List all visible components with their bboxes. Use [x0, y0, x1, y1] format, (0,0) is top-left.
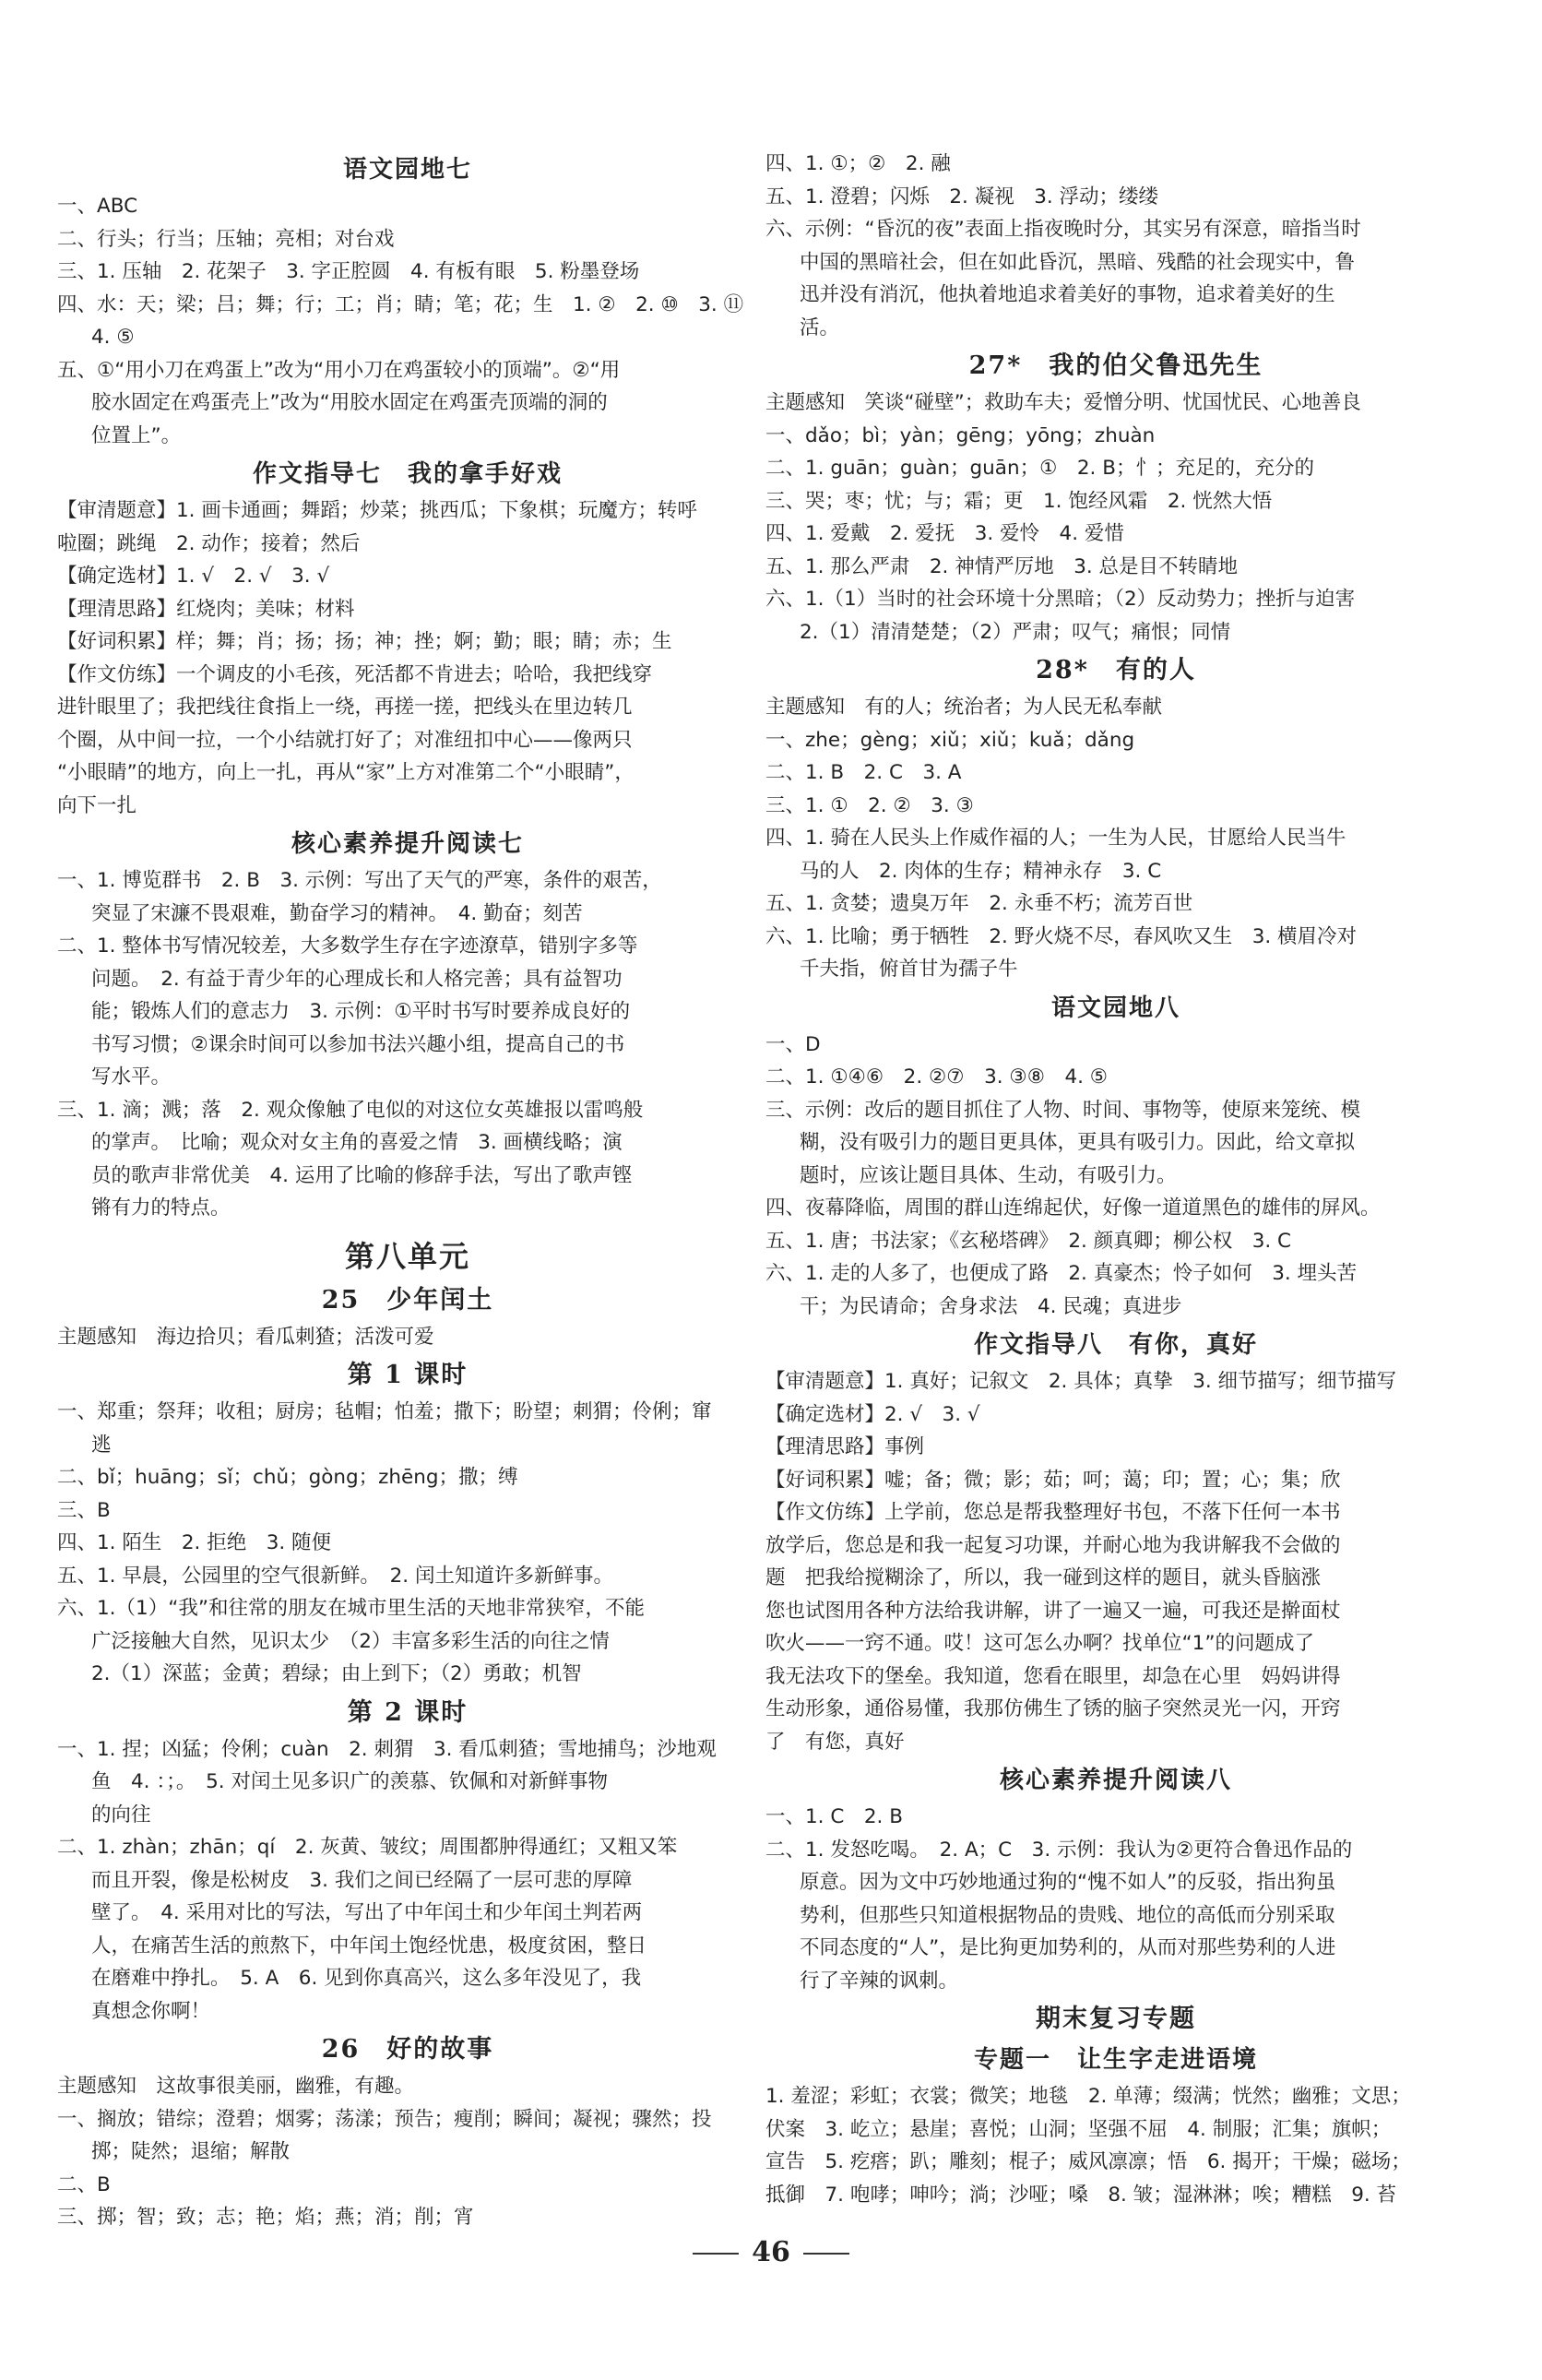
- answer-line: 鱼 4. ：；。 5. 对闰土见多识广的羡慕、钦佩和对新鲜事物: [91, 1770, 608, 1793]
- answer-line: 的向往: [91, 1803, 151, 1827]
- answer-line: 【理清思路】红烧肉；美味；材料: [57, 597, 355, 621]
- answer-line: 马的人 2. 肉体的生存；精神永存 3. C: [800, 859, 1162, 883]
- answer-line: 五、1. 唐；书法家；《玄秘塔碑》 2. 颜真卿；柳公权 3. C: [765, 1229, 1292, 1253]
- answer-line: 个圈，从中间一拉，一个小结就打好了；对准纽扣中心——像两只: [57, 728, 633, 752]
- answer-line: 二、bǐ；huāng；sǐ；chǔ；gòng；zhēng；撒；缚: [57, 1466, 518, 1489]
- answer-line: 2.（1）深蓝；金黄；碧绿；由上到下；（2）勇敢；机智: [91, 1662, 582, 1685]
- answer-line: 主题感知 笑谈“碰壁”；救助车夫；爱憎分明、忧国忧民、心地善良: [765, 391, 1361, 414]
- answer-line: 生动形象，通俗易懂，我那仿佛生了锈的脑子突然灵光一闪，开窍: [765, 1697, 1341, 1720]
- section-heading: 作文指导七 我的拿手好戏: [252, 460, 563, 488]
- answer-line: 六、示例：“昏沉的夜”表面上指夜晚时分，其实另有深意，暗指当时: [765, 218, 1361, 241]
- answer-line: 六、1. 比喻；勇于牺牲 2. 野火烧不尽，春风吹又生 3. 横眉冷对: [765, 924, 1358, 948]
- answer-line: 主题感知 这故事很美丽，幽雅，有趣。: [57, 2075, 415, 2098]
- answer-line: 4. ⑤: [91, 326, 135, 349]
- answer-line: 锵有力的特点。: [91, 1196, 231, 1220]
- answer-line: 【审清题意】1. 画卡通画；舞蹈；炒菜；挑西瓜；下象棋；玩魔方；转呼: [57, 499, 697, 522]
- answer-line: 四、水：天；梁；吕；舞；行；工；肖；睛；笔；花；生 1. ② 2. ⑩ 3. ⑪: [57, 292, 744, 316]
- answer-line: 三、掷；智；致；志；艳；焰；燕；消；削；宵: [57, 2206, 474, 2229]
- answer-line: 二、1. zhàn；zhān；qí 2. 灰黄、皱纹；周围都肿得通红；又粗又笨: [57, 1836, 678, 1859]
- answer-line: 一、搁放；错综；澄碧；烟雾；荡漾；预告；瘦削；瞬间；凝视；骤然；投: [57, 2107, 712, 2131]
- answer-line: 放学后，您总是和我一起复习功课，并耐心地为我讲解我不会做的: [765, 1533, 1341, 1557]
- answer-line: 壁了。 4. 采用对比的写法，写出了中年闰土和少年闰土判若两: [91, 1901, 643, 1924]
- page-number: 46: [0, 2236, 1542, 2268]
- answer-line: 六、1. 走的人多了，也便成了路 2. 真豪杰；怜子如何 3. 埋头苦: [765, 1262, 1358, 1285]
- answer-line: “小眼睛”的地方，向上一扎，再从“家”上方对准第二个“小眼睛”，: [57, 761, 635, 784]
- answer-line: 行了辛辣的讽刺。: [800, 1969, 959, 1993]
- answer-line: 【理清思路】事例: [765, 1435, 925, 1458]
- left-column: [57, 148, 758, 2234]
- answer-line: 宣告 5. 疙瘩；趴；雕刻；棍子；威风凛凛；悟 6. 揭开；干燥；磁场；: [765, 2150, 1411, 2173]
- section-heading: 作文指导八 有你，真好: [973, 1331, 1258, 1359]
- answer-line: 主题感知 有的人；统治者；为人民无私奉献: [765, 696, 1163, 719]
- answer-line: 主题感知 海边拾贝；看瓜刺猹；活泼可爱: [57, 1325, 434, 1349]
- section-heading: 27* 我的伯父鲁迅先生: [968, 351, 1263, 380]
- answer-line: 一、zhe；gèng；xiǔ；xiǔ；kuǎ；dǎng: [765, 728, 1135, 752]
- answer-line: 位置上”。: [91, 423, 182, 447]
- answer-line: 二、1. guān；guàn；guān；① 2. B；忄；充足的，充分的: [765, 457, 1314, 480]
- answer-line: 二、1. ①④⑥ 2. ②⑦ 3. ③⑧ 4. ⑤: [765, 1065, 1109, 1089]
- answer-line: 【审清题意】1. 真好；记叙文 2. 具体；真挚 3. 细节描写；细节描写: [765, 1370, 1397, 1393]
- answer-line: 一、1. C 2. B: [765, 1805, 903, 1828]
- section-heading: 26 好的故事: [321, 2035, 494, 2064]
- section-heading: 28* 有的人: [1036, 656, 1196, 684]
- answer-line: 千夫指，俯首甘为孺子牛: [800, 958, 1018, 981]
- answer-line: 真想念你啊！: [91, 1999, 211, 2023]
- answer-line: 一、dǎo；bì；yàn；gēng；yōng；zhuàn: [765, 423, 1156, 447]
- answer-line: 在磨难中挣扎。 5. A 6. 见到你真高兴，这么多年没见了，我: [91, 1967, 642, 1990]
- section-heading: 语文园地七: [342, 156, 472, 184]
- answer-line: 势利，但那些只知道根据物品的贵贱、地位的高低而分别采取: [800, 1903, 1335, 1927]
- answer-line: 啦圈；跳绳 2. 动作；接着；然后: [57, 531, 361, 555]
- answer-line: 向下一扎: [57, 793, 137, 817]
- answer-line: 糊，没有吸引力的题目更具体，更具有吸引力。因此，给文章拟: [800, 1131, 1356, 1154]
- answer-line: 四、1. 骑在人民头上作威作福的人；一生为人民，甘愿给人民当牛: [765, 827, 1346, 850]
- answer-line: 广泛接触大自然，见识太少 （2）丰富多彩生活的向往之情: [91, 1629, 610, 1653]
- answer-line: 二、行头；行当；压轴；亮相；对台戏: [57, 227, 395, 251]
- answer-line: 六、1.（1）当时的社会环境十分黑暗；（2）反动势力；挫折与迫害: [765, 588, 1356, 611]
- section-heading: 第八单元: [344, 1238, 470, 1274]
- answer-line: 【好词积累】样；舞；肖；扬；扬；神；挫；婀；勤；眼；睛；赤；生: [57, 630, 672, 653]
- answer-line: 胶水固定在鸡蛋壳上”改为“用胶水固定在鸡蛋壳顶端的洞的: [91, 391, 608, 414]
- answer-line: 能；锻炼人们的意志力 3. 示例：①平时书写时要养成良好的: [91, 1000, 631, 1023]
- answer-line: 进针眼里了；我把线往食指上一绕，再搓一搓，把线头在里边转几: [57, 696, 633, 719]
- answer-line: 二、1. 发怒吃喝。 2. A；C 3. 示例：我认为②更符合鲁迅作品的: [765, 1838, 1353, 1862]
- answer-line: 员的歌声非常优美 4. 运用了比喻的修辞手法，写出了歌声铿: [91, 1163, 633, 1187]
- answer-line: 活。: [800, 315, 840, 339]
- answer-line: 【好词积累】嘘；备；微；影；茹；呵；蔼；印；置；心；集；欣: [765, 1468, 1341, 1492]
- answer-line: 五、1. 澄碧；闪烁 2. 凝视 3. 浮动；缕缕: [765, 184, 1159, 208]
- answer-line: 了 有您，真好: [765, 1730, 905, 1754]
- answer-line: 我无法攻下的堡垒。我知道，您看在眼里，却急在心里 妈妈讲得: [765, 1664, 1341, 1688]
- answer-line: 三、B: [57, 1498, 111, 1522]
- answer-line: 写水平。: [91, 1065, 172, 1089]
- answer-line: 五、1. 贪婪；遗臭万年 2. 永垂不朽；流芳百世: [765, 892, 1193, 915]
- answer-line: 吹火——一窍不通。哎！这可怎么办啊？找单位“1”的问题成了: [765, 1632, 1314, 1655]
- answer-line: 三、1. ① 2. ② 3. ③: [765, 793, 974, 817]
- answer-line: 【作文仿练】一个调皮的小毛孩，死活都不肯进去；哈哈，我把线穿: [57, 662, 653, 686]
- answer-line: 一、D: [765, 1032, 821, 1056]
- answer-line: 四、夜幕降临，周围的群山连绵起伏，好像一道道黑色的雄伟的屏风。: [765, 1196, 1381, 1220]
- answer-line: 掷；陡然；退缩；解散: [91, 2140, 291, 2163]
- answer-line: 【确定选材】1. √ 2. √ 3. √: [57, 565, 330, 588]
- answer-line: 【确定选材】2. √ 3. √: [765, 1402, 980, 1426]
- answer-line: 二、1. B 2. C 3. A: [765, 761, 962, 784]
- answer-line: 五、①“用小刀在鸡蛋上”改为“用小刀在鸡蛋较小的顶端”。②“用: [57, 358, 621, 382]
- answer-line: 伏案 3. 屹立；悬崖；喜悦；山洞；坚强不屈 4. 制服；汇集；旗帜；: [765, 2117, 1392, 2141]
- answer-line: 迅并没有消沉，他执着地追求着美好的事物，追求着美好的生: [800, 283, 1335, 306]
- section-heading: 专题一 让生字走进语境: [973, 2046, 1258, 2074]
- answer-line: 书写习惯；②课余时间可以参加书法兴趣小组，提高自己的书: [91, 1032, 625, 1056]
- answer-line: 二、B: [57, 2172, 111, 2196]
- answer-line: 干；为民请命；舍身求法 4. 民魂；真进步: [800, 1294, 1182, 1318]
- answer-line: 一、郑重；祭拜；收租；厨房；毡帽；怕羞；撒下；盼望；刺猬；伶俐；窜: [57, 1400, 712, 1423]
- answer-line: 原意。因为文中巧妙地通过狗的“愧不如人”的反驳，指出狗虽: [800, 1871, 1336, 1894]
- answer-line: 三、示例：改后的题目抓住了人物、时间、事物等，使原来笼统、模: [765, 1098, 1361, 1122]
- answer-line: 1. 羞涩；彩虹；衣裳；微笑；地毯 2. 单薄；缀满；恍然；幽雅；文思；: [765, 2085, 1411, 2108]
- answer-line: 五、1. 早晨，公园里的空气很新鲜。 2. 闰土知道许多新鲜事。: [57, 1564, 613, 1588]
- section-heading: 第 1 课时: [347, 1361, 469, 1389]
- section-heading: 25 少年闰土: [321, 1285, 494, 1315]
- answer-line: 二、1. 整体书写情况较差，大多数学生存在字迹潦草，错别字多等: [57, 934, 638, 958]
- answer-line: 的掌声。 比喻；观众对女主角的喜爱之情 3. 画横线略；演: [91, 1131, 623, 1154]
- answer-line: 四、1. ①；② 2. 融: [765, 152, 951, 175]
- answer-line: 四、1. 陌生 2. 拒绝 3. 随便: [57, 1531, 332, 1554]
- answer-line: 中国的黑暗社会，但在如此昏沉，黑暗、残酷的社会现实中，鲁: [800, 250, 1356, 274]
- answer-line: 抵御 7. 咆哮；呻吟；淌；沙哑；嗓 8. 皱；湿淋淋；唉；糟糕 9. 苔: [765, 2183, 1397, 2207]
- answer-line: 而且开裂，像是松树皮 3. 我们之间已经隔了一层可悲的厚障: [91, 1868, 633, 1892]
- section-heading: 期末复习专题: [1036, 2005, 1196, 2033]
- answer-line: 一、1. 博览群书 2. B 3. 示例：写出了天气的严寒，条件的艰苦，: [57, 869, 662, 892]
- answer-line: 【作文仿练】上学前，您总是帮我整理好书包，不落下任何一本书: [765, 1501, 1341, 1524]
- section-heading: 第 2 课时: [347, 1697, 469, 1727]
- answer-line: 一、ABC: [57, 195, 138, 218]
- answer-line: 六、1.（1）“我”和往常的朋友在城市里生活的天地非常狭窄，不能: [57, 1597, 645, 1620]
- answer-line: 不同态度的“人”，是比狗更加势利的，从而对那些势利的人进: [800, 1936, 1336, 1959]
- answer-line: 2.（1）清清楚楚；（2）严肃；叹气；痛恨；同情: [800, 620, 1231, 644]
- answer-line: 题 把我给搅糊涂了，所以，我一碰到这样的题目，就头昏脑涨: [765, 1566, 1322, 1589]
- answer-line: 五、1. 那么严肃 2. 神情严厉地 3. 总是目不转睛地: [765, 554, 1239, 578]
- answer-line: 问题。 2. 有益于青少年的心理成长和人格完善；具有益智功: [91, 967, 623, 991]
- answer-line: 三、1. 滴；溅；落 2. 观众像触了电似的对这位女英雄报以雷鸣般: [57, 1098, 644, 1122]
- right-column: [765, 148, 1466, 2211]
- answer-line: 四、1. 爱戴 2. 爱抚 3. 爱怜 4. 爱惜: [765, 522, 1124, 545]
- section-heading: 语文园地八: [1050, 994, 1180, 1022]
- answer-line: 三、哭；枣；忧；与；霜；更 1. 饱经风霜 2. 恍然大悟: [765, 489, 1273, 513]
- answer-line: 人，在痛苦生活的煎熬下，中年闰土饱经忧患，极度贫困，整日: [91, 1934, 647, 1958]
- answer-line: 题时，应该让题目具体、生动，有吸引力。: [800, 1163, 1177, 1187]
- section-heading: 核心素养提升阅读八: [999, 1767, 1232, 1794]
- answer-line: 一、1. 捏；凶猛；伶俐；cuàn 2. 刺猬 3. 看瓜刺猹；雪地捕鸟；沙地观: [57, 1737, 717, 1761]
- answer-line: 突显了宋濂不畏艰难，勤奋学习的精神。 4. 勤奋；刻苦: [91, 901, 583, 925]
- section-heading: 核心素养提升阅读七: [291, 830, 524, 858]
- answer-line: 逃: [91, 1433, 112, 1457]
- answer-line: 三、1. 压轴 2. 花架子 3. 字正腔圆 4. 有板有眼 5. 粉墨登场: [57, 260, 640, 283]
- answer-line: 您也试图用各种方法给我讲解，讲了一遍又一遍，可我还是擀面杖: [765, 1599, 1341, 1623]
